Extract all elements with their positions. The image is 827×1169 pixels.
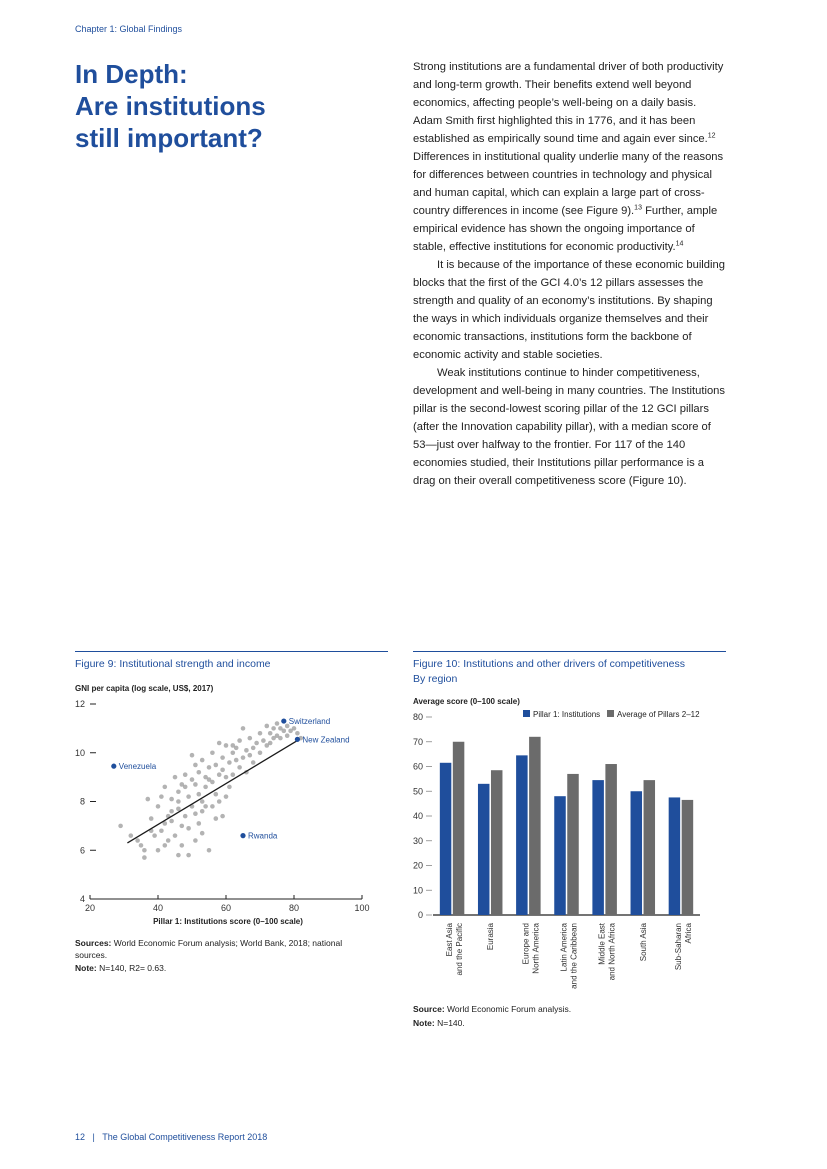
- figure-9-data-point: [190, 753, 195, 758]
- figure-9-x-tick-label: 60: [220, 903, 232, 913]
- figure-9-x-tick-label: 40: [152, 903, 164, 913]
- figure-10-bar-chart: [405, 705, 725, 1000]
- figure-9-y-tick-label: 6: [79, 845, 85, 856]
- figure-9-trendline-group: [127, 741, 297, 843]
- figure-9-notes: [75, 938, 375, 975]
- figure-9-data-point: [149, 816, 154, 821]
- figure-9-point-label: Rwanda: [248, 831, 278, 841]
- footer-separator: |: [92, 1132, 95, 1142]
- figure-9-data-point: [224, 743, 229, 748]
- figure-9-x-tick-label: 100: [354, 903, 370, 913]
- figure-9-data-point: [186, 853, 191, 858]
- figure-10-category-label-line: North America: [531, 923, 541, 974]
- figure-10-bar-average: [453, 742, 465, 915]
- figure-9-data-point: [224, 775, 229, 780]
- figure-9-x-tick-label: 20: [84, 903, 96, 913]
- figure-10-y-caption: Average score (0–100 scale): [413, 697, 520, 706]
- figure-10-category-label: [486, 922, 495, 950]
- figure-9-data-point: [268, 741, 273, 746]
- figure-10-legend-label-average: Average of Pillars 2–12: [617, 710, 700, 719]
- title-line-1: In Depth:: [75, 59, 188, 89]
- body-text: [413, 58, 725, 490]
- figure-9-data-point: [207, 848, 212, 853]
- figure-9-data-point: [193, 782, 198, 787]
- figure-9-title: Figure 9: Institutional strength and income: [75, 658, 271, 670]
- paragraph-1-part-c: Further, ample empirical evidence has shown the ongoing importance of stable, effective institutions for economic productivity.: [413, 205, 718, 253]
- figure-9-labeled-point: [111, 764, 116, 769]
- figure-9-data-point: [251, 746, 256, 751]
- figure-9-data-point: [169, 797, 174, 802]
- figure-9-y-tick-label: 8: [79, 796, 85, 807]
- figure-10-legend-swatch-institutions: [523, 710, 530, 717]
- figure-9-data-point: [200, 799, 205, 804]
- figure-10-category-label-line: and North Africa: [607, 923, 617, 981]
- figure-9-data-point: [173, 833, 178, 838]
- figure-9-data-point: [163, 785, 168, 790]
- figure-9-data-point: [248, 753, 253, 758]
- figure-9-note-label: Note:: [75, 963, 97, 973]
- figure-9-data-point: [169, 809, 174, 814]
- figure-9-data-point: [118, 824, 123, 829]
- figure-10-bar-institutions: [516, 755, 528, 915]
- figure-9-data-point: [231, 743, 236, 748]
- figure-10-title: Figure 10: Institutions and other drivers of competitiveness: [413, 658, 685, 670]
- figure-9-data-point: [200, 809, 205, 814]
- figure-10-note-text: N=140.: [434, 1017, 465, 1028]
- figure-9-y-tick-label: 10: [74, 747, 85, 758]
- figure-9-note-text: N=140, R2= 0.63.: [96, 963, 167, 973]
- figure-9-sources: [75, 938, 375, 961]
- figure-10-source-text: World Economic Forum analysis.: [444, 1004, 572, 1014]
- figure-9-data-point: [193, 811, 198, 816]
- figure-9-data-point: [210, 780, 215, 785]
- figure-9-data-point: [217, 772, 222, 777]
- figure-9-data-point: [271, 726, 276, 731]
- figure-10-y-tick-label: 10: [412, 885, 423, 896]
- figure-10-bar-average: [682, 800, 694, 915]
- figure-9-y-tick-label: 4: [79, 894, 85, 904]
- figure-9-data-point: [156, 848, 161, 853]
- figure-9-data-point: [146, 797, 151, 802]
- title-line-2: Are institutions: [75, 91, 266, 121]
- figure-10-y-tick-label: 40: [412, 811, 423, 821]
- figure-9-labeled-point: [295, 737, 300, 742]
- figure-10-bar-average: [529, 737, 541, 915]
- figure-10-y-tick-label: 30: [412, 835, 423, 846]
- figure-9-data-point: [231, 772, 236, 777]
- figure-9-data-point: [173, 775, 178, 780]
- figure-10-y-tick-label: 80: [412, 712, 423, 722]
- figure-10-category-label: [445, 922, 464, 975]
- figure-9-data-point: [197, 770, 202, 775]
- figure-10-category-label: [598, 922, 617, 980]
- figure-9-data-point: [275, 721, 280, 726]
- figure-10-bar-institutions: [669, 797, 681, 915]
- figure-10-category-label-line: and the Pacific: [455, 923, 465, 976]
- figure-9-data-point: [244, 748, 249, 753]
- figure-10-category-label: [560, 922, 579, 988]
- figure-9-trendline: [127, 741, 297, 843]
- figure-9-data-point: [207, 765, 212, 770]
- figure-10-category-label-line: Africa: [683, 923, 693, 944]
- figure-9-data-point: [200, 758, 205, 763]
- figure-10-category-label-line: and the Caribbean: [569, 923, 579, 989]
- figure-9-data-point: [176, 853, 181, 858]
- figure-9-data-point: [156, 804, 161, 809]
- figure-9-labeled-point: [281, 718, 286, 723]
- figure-10-category-label-line: Europe and: [521, 923, 531, 965]
- figure-9-data-point: [295, 731, 300, 736]
- figure-9-data-point: [163, 843, 168, 848]
- figure-9-point-label: Venezuela: [118, 762, 157, 772]
- figure-10-rule: [413, 651, 726, 652]
- figure-10-legend: [523, 710, 700, 719]
- figure-9-data-point: [268, 731, 273, 736]
- figure-9-data-point: [227, 785, 232, 790]
- figure-9-data-point: [224, 794, 229, 799]
- figure-9-data-point: [197, 821, 202, 826]
- figure-9-scatter-chart: [62, 694, 382, 934]
- figure-9-data-point: [193, 763, 198, 768]
- figure-9-point-label: New Zealand: [302, 735, 350, 745]
- figure-9-data-point: [176, 789, 181, 794]
- figure-9-data-point: [282, 729, 287, 734]
- figure-9-data-point: [203, 804, 208, 809]
- figure-10-category-label-line: East Asia: [445, 923, 455, 957]
- figure-9-data-point: [214, 792, 219, 797]
- figure-9-data-point: [186, 794, 191, 799]
- figure-9-data-point: [278, 736, 283, 741]
- paragraph-1: [413, 58, 725, 256]
- figure-9-data-point: [285, 733, 290, 738]
- title-line-3: still important?: [75, 123, 263, 153]
- figure-9-data-point: [217, 799, 222, 804]
- figure-9-sources-text: World Economic Forum analysis; World Bank, 2018; national sources.: [75, 938, 343, 960]
- figure-9-data-point: [200, 831, 205, 836]
- page-title: [75, 58, 375, 154]
- figure-10-bar-average: [644, 780, 656, 915]
- figure-10-legend-label-institutions: Pillar 1: Institutions: [533, 710, 601, 719]
- figure-9-y-caption: GNI per capita (log scale, US$, 2017): [75, 684, 214, 693]
- figure-9-data-point: [183, 785, 188, 790]
- figure-9-data-point: [186, 826, 191, 831]
- figure-10-y-tick-label: 50: [412, 786, 423, 797]
- figure-9-data-point: [254, 741, 259, 746]
- figure-10-category-label-line: Middle East: [597, 923, 607, 965]
- figure-9-data-point: [159, 794, 164, 799]
- figure-9-data-point: [227, 760, 232, 765]
- page-number: 12: [75, 1132, 86, 1142]
- report-name: The Global Competitiveness Report 2018: [102, 1132, 268, 1142]
- figure-10-bar-institutions: [478, 784, 490, 915]
- footnote-ref-13[interactable]: 13: [634, 204, 642, 212]
- figure-9-data-point: [241, 755, 246, 760]
- figure-9-note: [75, 963, 375, 975]
- figure-9-data-point: [210, 804, 215, 809]
- figure-9-data-point: [258, 731, 263, 736]
- figure-9-data-point: [265, 724, 270, 729]
- figure-9-x-axis-label: Pillar 1: Institutions score (0–100 scale): [153, 917, 303, 926]
- figure-9-data-point: [237, 738, 242, 743]
- figure-9-data-point: [180, 843, 185, 848]
- figure-10-notes: [413, 1004, 713, 1029]
- figure-9-data-point: [258, 750, 263, 755]
- figure-9-data-point: [166, 838, 171, 843]
- figure-10-bar-institutions: [592, 780, 604, 915]
- figure-10-category-label: [674, 922, 693, 970]
- figure-9-data-point: [159, 828, 164, 833]
- figure-9-data-point: [176, 799, 181, 804]
- figure-10-category-label: [639, 922, 648, 961]
- figure-9-y-tick-label: 12: [74, 699, 85, 709]
- figure-9-data-point: [152, 833, 157, 838]
- figure-9-data-point: [142, 848, 147, 853]
- figure-9-data-point: [251, 760, 256, 765]
- figure-9-data-point: [135, 838, 140, 843]
- figure-9-data-point: [220, 755, 225, 760]
- figure-9-data-point: [203, 785, 208, 790]
- figure-9-labeled-point: [240, 833, 245, 838]
- figure-10-bar-average: [567, 774, 579, 915]
- figure-10-source-label: Source:: [413, 1004, 445, 1014]
- page-footer: [75, 1132, 267, 1142]
- figure-9-data-point: [217, 741, 222, 746]
- figure-10-note: [413, 1018, 713, 1030]
- paragraph-2: It is because of the importance of these economic building blocks that the first of the GCI 4.0’s 12 pillars assesses the strength and quality of an economy’s institutions. By shaping the ways in which individuals organize themselves and their economic transactions, institutions form the backbone of economic activity and stable societies.: [413, 259, 725, 361]
- figure-9-labeled-points: [111, 717, 349, 841]
- footnote-ref-12[interactable]: 12: [707, 132, 716, 140]
- figure-10-bar-average: [491, 770, 503, 915]
- figure-9-rule: [75, 651, 388, 652]
- figure-9-data-point: [169, 819, 174, 824]
- figure-9-sources-label: Sources:: [75, 938, 112, 948]
- figure-10-bar-institutions: [440, 763, 452, 915]
- figure-9-data-point: [183, 814, 188, 819]
- figure-9-x-tick-label: 80: [288, 903, 300, 913]
- paragraph-1-part-b: Differences in institutional quality underlie many of the reasons for differences between countries in technology and physical and human capital, which can explain a large part of cross-country differences in income (see Figure 9).: [413, 151, 724, 217]
- figure-9-data-point: [214, 816, 219, 821]
- figure-10-y-tick-label: 20: [412, 860, 423, 871]
- figure-9-data-point: [234, 758, 239, 763]
- figure-9-data-point: [292, 726, 297, 731]
- figure-10-category-label: [521, 922, 540, 973]
- figure-9-data-point: [248, 736, 253, 741]
- footnote-ref-14[interactable]: 14: [675, 240, 684, 248]
- figure-9-data-point: [176, 807, 181, 812]
- figure-10-category-labels: [445, 922, 693, 989]
- figure-10-bar-average: [605, 764, 617, 915]
- figure-10-category-label-line: Latin America: [559, 923, 569, 972]
- figure-9-data-point: [261, 738, 266, 743]
- figure-10-bar-institutions: [554, 796, 566, 915]
- figure-10-subtitle: By region: [413, 673, 458, 685]
- figure-9-data-point: [197, 792, 202, 797]
- figure-10-category-label-line: South Asia: [638, 923, 648, 962]
- figure-10-y-tick-label: 70: [412, 736, 423, 747]
- figure-9-data-point: [231, 750, 236, 755]
- chapter-header: Chapter 1: Global Findings: [75, 24, 183, 34]
- figure-9-data-point: [220, 814, 225, 819]
- figure-9-data-point: [220, 768, 225, 773]
- figure-9-data-point: [193, 838, 198, 843]
- figure-10-note-label: Note:: [413, 1017, 435, 1028]
- figure-10-y-tick-label: 60: [412, 761, 423, 772]
- figure-9-data-point: [139, 843, 144, 848]
- paragraph-3: Weak institutions continue to hinder competitiveness, development and well-being in many countries. The Institutions pillar is the second-lowest scoring pillar of the 12 GCI pillars (after the Innovation capability pillar), with a median score of 53—just over halfway to the frontier. For 117 of the 140 economies studied, their Institutions pillar performance is a drag on their overall competitiveness score (Figure 10).: [413, 367, 725, 487]
- figure-9-data-point: [210, 750, 215, 755]
- figure-9-data-point: [142, 855, 147, 860]
- figure-10-y-tick-label: 0: [417, 910, 423, 920]
- figure-9-data-point: [190, 777, 195, 782]
- paragraph-1-part-a: Strong institutions are a fundamental driver of both productivity and long-term growth. Their benefits extend well beyond economics, affecting people’s well-being on a daily basis. Adam Smith first highlighted this in 1776, and it has been established as empirically sound time and again ever since.: [413, 61, 724, 145]
- figure-9-data-point: [180, 824, 185, 829]
- figure-10-category-label-line: Eurasia: [486, 923, 496, 951]
- figure-9-point-label: Switzerland: [288, 717, 331, 727]
- figure-9-axes: [75, 699, 370, 926]
- figure-10-bar-institutions: [631, 791, 643, 915]
- figure-10-source: [413, 1004, 713, 1016]
- figure-9-data-point: [241, 726, 246, 731]
- figure-9-data-point: [183, 772, 188, 777]
- figure-10-bars: [440, 737, 693, 915]
- figure-9-data-point: [237, 765, 242, 770]
- figure-9-data-point: [129, 833, 134, 838]
- figure-10-category-label-line: Sub-Saharan: [673, 923, 683, 971]
- figure-10-legend-swatch-average: [607, 710, 614, 717]
- figure-9-data-point: [214, 763, 219, 768]
